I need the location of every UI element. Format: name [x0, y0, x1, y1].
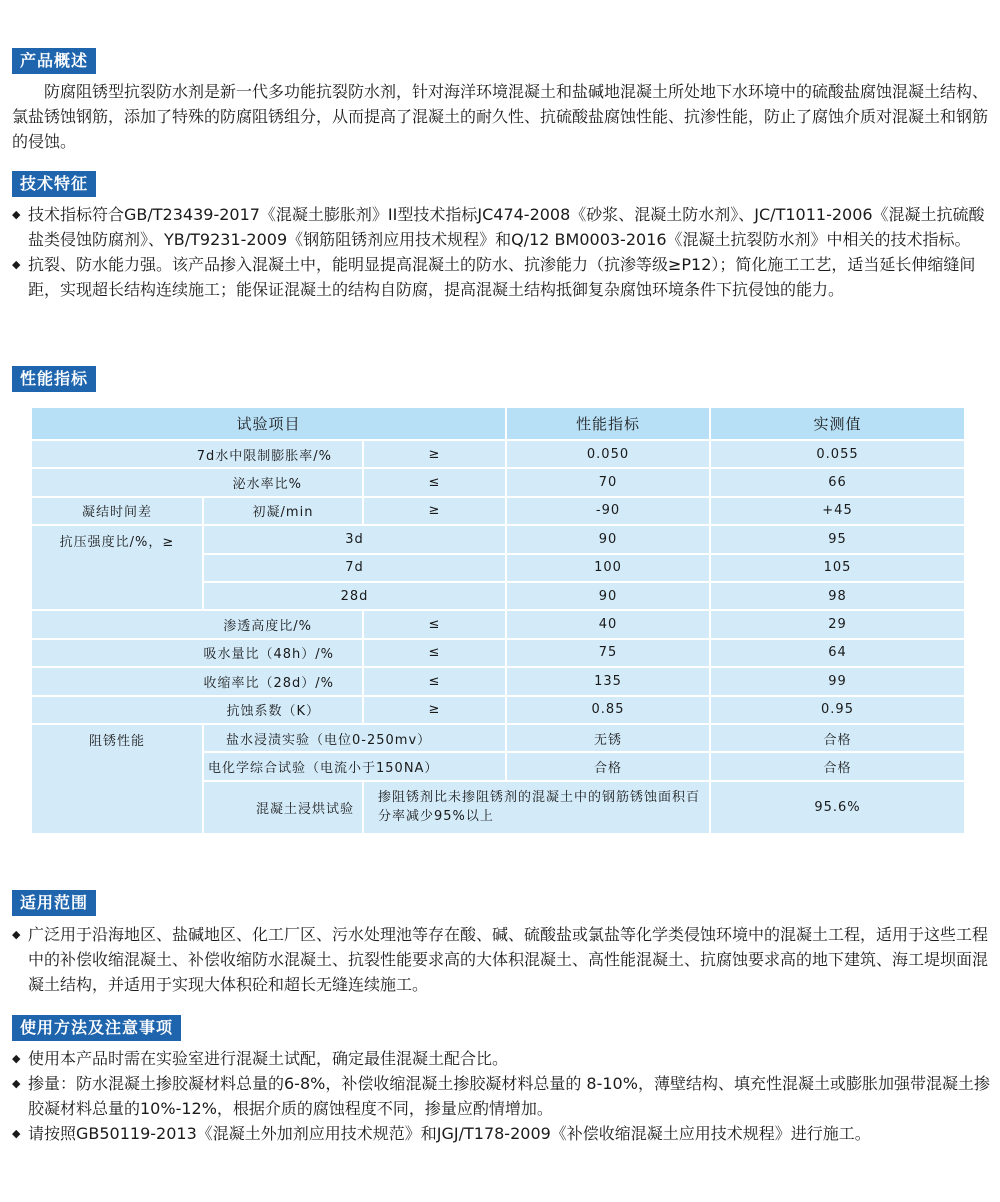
- list-item: ◆ 掺量：防水混凝土掺胶凝材料总量的6-8%，补偿收缩混凝土掺胶凝材料总量的 8-10%，薄壁结构、填充性混凝土或膨胀加强带混凝土掺胶凝材料总量的10%-12%，根据介质的腐蚀程度不同，掺量应酌情增加。: [12, 1071, 990, 1121]
- table-row: 抗压强度比/%，≥ 3d 90 95: [31, 525, 965, 553]
- table-row: 7d水中限制膨胀率/% ≥ 0.050 0.055: [31, 440, 965, 468]
- bullet-diamond-icon: ◆: [12, 208, 21, 221]
- table-row: 凝结时间差 初凝/min ≥ -90 +45: [31, 497, 965, 525]
- table-row: 7d 100 105: [31, 554, 965, 582]
- list-item: ◆ 使用本产品时需在实验室进行混凝土试配，确定最佳混凝土配合比。: [12, 1046, 990, 1071]
- usage-list: [12, 1046, 990, 1146]
- scope-list: [12, 922, 990, 997]
- table-row: 混凝土浸烘试验 掺阻锈剂比未掺阻锈剂的混凝土中的钢筋锈蚀面积百分率减少95%以上 95.6%: [31, 781, 965, 834]
- list-item: ◆ 技术指标符合GB/T23439-2017《混凝土膨胀剂》II型技术指标JC474-2008《砂浆、混凝土防水剂》、JC/T1011-2006《混凝土抗硫酸盐类侵蚀防腐剂》、YB/T9231-2009《钢筋阻锈剂应用技术规程》和Q/12 BM0003-2016《混凝土抗裂防水剂》中相关的技术指标。: [12, 202, 990, 252]
- table-row: 吸水量比（48h）/% ≤ 75 64: [31, 639, 965, 667]
- features-list: [12, 202, 990, 302]
- table-row: 28d 90 98: [31, 582, 965, 610]
- list-item: ◆ 抗裂、防水能力强。该产品掺入混凝土中，能明显提高混凝土的防水、抗渗能力（抗渗等级≥P12）；简化施工工艺，适当延长伸缩缝间距，实现超长结构连续施工；能保证混凝土的结构自防腐，提高混凝土结构抵御复杂腐蚀环境条件下抗侵蚀的能力。: [12, 252, 990, 302]
- table-row: 抗蚀系数（K） ≥ 0.85 0.95: [31, 696, 965, 724]
- header-test-item: 试验项目: [31, 407, 506, 440]
- section-title-features: 技术特征: [12, 171, 96, 197]
- list-item: ◆ 广泛用于沿海地区、盐碱地区、化工厂区、污水处理池等存在酸、碱、硫酸盐或氯盐等化学类侵蚀环境中的混凝土工程，适用于这些工程中的补偿收缩混凝土、补偿收缩防水混凝土、抗裂性能要求高的大体积混凝土、高性能混凝土、抗腐蚀要求高的地下建筑、海工堤坝面混凝土结构，并适用于实现大体积砼和超长无缝连续施工。: [12, 922, 990, 997]
- bullet-diamond-icon: ◆: [12, 928, 21, 941]
- bullet-diamond-icon: ◆: [12, 1077, 21, 1090]
- section-title-overview: 产品概述: [12, 48, 96, 74]
- table-row: 渗透高度比/% ≤ 40 29: [31, 610, 965, 638]
- section-title-scope: 适用范围: [12, 890, 96, 916]
- table-header-row: [31, 407, 965, 440]
- overview-paragraph: 防腐阻锈型抗裂防水剂是新一代多功能抗裂防水剂，针对海洋环境混凝土和盐碱地混凝土所处地下水环境中的硫酸盐腐蚀混凝土结构、氯盐锈蚀钢筋，添加了特殊的防腐阻锈组分，从而提高了混凝土的耐久性、抗硫酸盐腐蚀性能、抗渗性能，防止了腐蚀介质对混凝土和钢筋的侵蚀。: [12, 82, 989, 151]
- table-row: 收缩率比（28d）/% ≤ 135 99: [31, 667, 965, 695]
- bullet-diamond-icon: ◆: [12, 1127, 21, 1140]
- section-title-performance: 性能指标: [12, 366, 96, 392]
- list-item: ◆ 请按照GB50119-2013《混凝土外加剂应用技术规范》和JGJ/T178-2009《补偿收缩混凝土应用技术规程》进行施工。: [12, 1121, 990, 1146]
- table-row: 泌水率比% ≤ 70 66: [31, 468, 965, 496]
- bullet-diamond-icon: ◆: [12, 258, 21, 271]
- header-spec: 性能指标: [506, 407, 710, 440]
- table-row: 阻锈性能 盐水浸渍实验（电位0-250mv） 无锈 合格: [31, 724, 965, 752]
- performance-table: [30, 406, 966, 835]
- header-measured: 实测值: [710, 407, 965, 440]
- bullet-diamond-icon: ◆: [12, 1052, 21, 1065]
- section-title-usage: 使用方法及注意事项: [12, 1015, 181, 1041]
- table-row: 电化学综合试验（电流小于150NA） 合格 合格: [31, 752, 965, 780]
